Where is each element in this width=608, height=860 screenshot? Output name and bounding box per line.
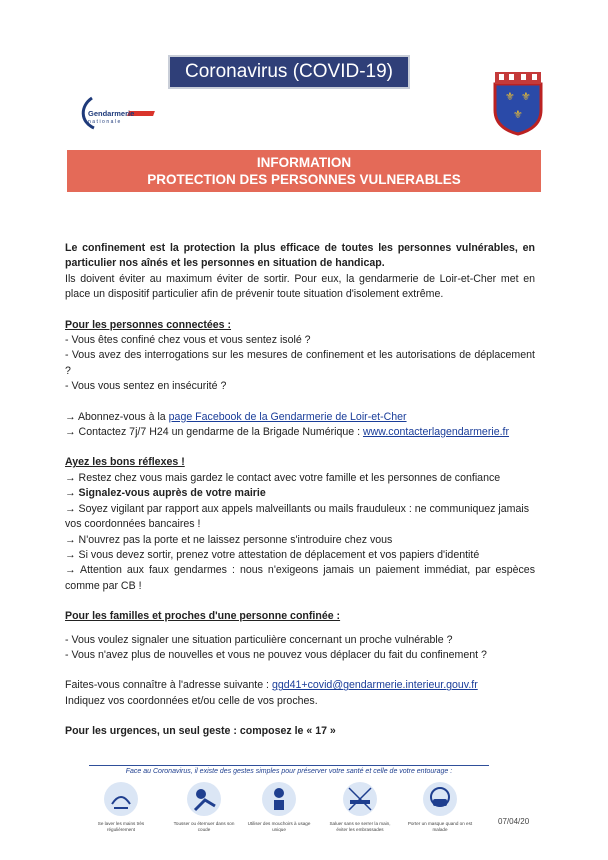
contact-site-link[interactable]: www.contacterlagendarmerie.fr <box>362 426 510 439</box>
svg-text:⚜: ⚜ <box>505 90 515 103</box>
gesture-label: Utiliser des mouchoirs à usage unique <box>247 821 311 832</box>
families-item: - Vous voulez signaler une situation particulière concernant un proche vulnérable ? <box>65 633 453 646</box>
connected-heading: Pour les personnes connectées : <box>65 318 232 331</box>
families-heading: Pour les familles et proches d'une personne confinée : <box>65 610 341 623</box>
families-contact-line2: Indiquez vos coordonnées et/ou celle de vos proches. <box>65 694 318 707</box>
connected-item: - Vous avez des interrogations sur les mesures de confinement et les autorisations de déplacement ? <box>65 349 535 377</box>
banner-line1: INFORMATION <box>256 155 352 170</box>
gestures-heading: Face au Coronavirus, il existe des gestes simples pour préserver votre santé et celle de votre entourage : <box>125 768 453 775</box>
gesture-label: Tousser ou éternuer dans son coude <box>173 821 235 832</box>
gestures-strip <box>89 765 489 836</box>
families-contact: Faites-vous connaître à l'adresse suivante : ggd41+covid@gendarmerie.interieur.gouv.fr <box>65 679 478 692</box>
reflexes-heading: Ayez les bons réflexes ! <box>65 456 185 469</box>
mask-icon <box>421 780 459 818</box>
coat-of-arms-icon <box>493 70 543 136</box>
document-date: 07/04/20 <box>498 817 530 826</box>
banner-line2: PROTECTION DES PERSONNES VULNERABLES <box>147 172 461 187</box>
no-handshake-icon <box>341 780 379 818</box>
connected-item: - Vous êtes confiné chez vous et vous sentez isolé ? <box>65 334 311 347</box>
reflex-item: → Restez chez vous mais gardez le contact avec votre famille et les personnes de confiance <box>65 471 501 484</box>
tissue-icon <box>260 780 298 818</box>
covid-email-link[interactable]: ggd41+covid@gendarmerie.interieur.gouv.fr <box>271 679 478 692</box>
logo-subtext: nationale <box>88 119 122 125</box>
families-item: - Vous n'avez plus de nouvelles et vous ne pouvez vous déplacer du fait du confinement ? <box>65 648 487 661</box>
page-title: Coronavirus (COVID-19) <box>168 55 410 89</box>
svg-text:⚜: ⚜ <box>521 90 531 103</box>
reflex-item: → Si vous devez sortir, prenez votre attestation de déplacement et vos papiers d'identité <box>65 548 480 561</box>
gendarmerie-logo <box>78 96 158 132</box>
reflex-item: → Attention aux faux gendarmes : nous n'exigeons jamais un paiement immédiat, par espèces comme par CB ! <box>65 564 535 592</box>
info-banner <box>67 150 541 192</box>
hand-wash-icon <box>102 780 140 818</box>
reflex-item: → Signalez-vous auprès de votre mairie <box>65 487 266 500</box>
gesture-label: Se laver les mains très régulièrement <box>97 821 145 832</box>
connected-item: - Vous vous sentez en insécurité ? <box>65 380 227 393</box>
intro-paragraph-2: Ils doivent éviter au maximum éviter de sortir. Pour eux, la gendarmerie de Loir-et-Cher met en place un dispositif particulier afin de prévenir toute situation d'isolement extrême. <box>65 272 535 301</box>
brigade-action: → Contactez 7j/7 H24 un gendarme de la Brigade Numérique : www.contacterlagendarmerie.fr <box>65 426 510 439</box>
intro-paragraph-1: Le confinement est la protection la plus efficace de toutes les personnes vulnérables, en particulier nos aînés et les personnes en situation de handicap. <box>65 242 535 270</box>
svg-text:⚜: ⚜ <box>513 108 523 121</box>
cough-elbow-icon <box>185 780 223 818</box>
gesture-label: Porter un masque quand on est malade <box>407 821 473 832</box>
facebook-action: → Abonnez-vous à la page Facebook de la Gendarmerie de Loir-et-Cher <box>65 410 407 423</box>
urgent-line: Pour les urgences, un seul geste : composez le « 17 » <box>65 725 336 738</box>
reflex-item: → Soyez vigilant par rapport aux appels malveillants ou mails frauduleux : ne communiquez jamais vos coordonnées bancaires ! <box>65 502 529 531</box>
facebook-link[interactable]: page Facebook de la Gendarmerie de Loir-et-Cher <box>168 410 407 423</box>
reflex-item: → N'ouvrez pas la porte et ne laissez personne s'introduire chez vous <box>65 533 393 546</box>
logo-text: Gendarmerie <box>88 109 135 118</box>
gesture-label: Saluer sans se serrer la main, éviter les embrassades <box>329 821 391 832</box>
document-body <box>65 241 535 740</box>
